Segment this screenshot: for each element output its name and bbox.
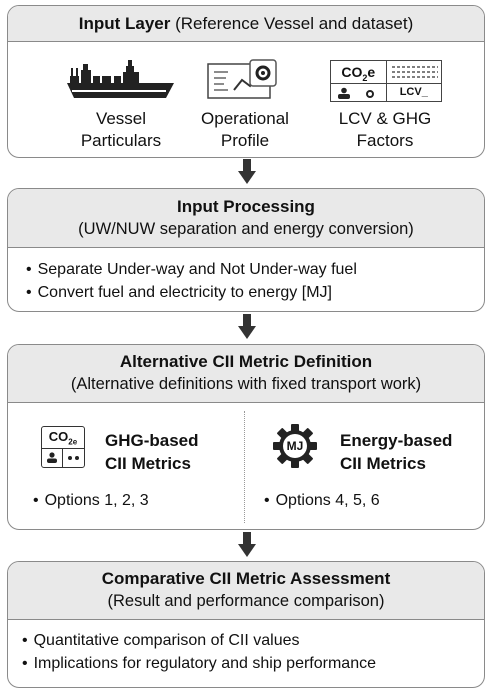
dot-icon: [365, 89, 375, 99]
input-processing-box: [7, 188, 485, 312]
assessment-subtitle: (Result and performance comparison): [107, 592, 385, 610]
alt-metric-subtitle: (Alternative definitions with fixed transport work): [70, 375, 422, 393]
column-divider: [244, 411, 245, 523]
assessment-box: [7, 561, 485, 688]
lcv-left-panel: [331, 61, 387, 101]
list-item: • Options 1, 2, 3: [33, 489, 149, 512]
vessel-particulars-label: Vessel Particulars: [80, 109, 162, 150]
input-processing-bullets: [26, 258, 357, 304]
person-icon: [337, 87, 351, 99]
input-layer-box: [7, 5, 485, 158]
operational-profile-icon: [204, 58, 294, 102]
arrow-down-icon: [238, 314, 256, 340]
input-layer-title: Input Layer: [78, 14, 171, 33]
input-processing-header: [8, 189, 484, 248]
mj-label: MJ: [286, 439, 304, 453]
operational-profile-label: Operational Profile: [201, 109, 289, 150]
ghg-options: [33, 489, 149, 512]
assessment-bullets: [22, 629, 376, 675]
lcv-ghg-table-icon: [330, 60, 442, 102]
input-layer-subtitle: (Reference Vessel and dataset): [175, 14, 414, 33]
alt-metric-title: Alternative CII Metric Definition: [119, 352, 373, 371]
arrow-down-icon: [238, 532, 256, 558]
list-item: • Options 4, 5, 6: [264, 489, 380, 512]
input-layer-header: [8, 6, 484, 42]
input-processing-subtitle: (UW/NUW separation and energy conversion): [78, 220, 414, 238]
alt-metric-header: [8, 345, 484, 403]
energy-based-title: Energy-based CII Metrics: [340, 431, 453, 473]
table-lines-icon: [392, 65, 438, 81]
co2e-label: $CO_2e$: [341, 64, 376, 83]
ghg-based-title: GHG-based CII Metrics: [105, 431, 199, 473]
energy-options: [264, 489, 380, 512]
list-item: • Quantitative comparison of CII values: [22, 629, 376, 652]
alt-metric-box: [7, 344, 485, 530]
assessment-header: [8, 562, 484, 620]
co2e-icon: $CO_{2e}$: [41, 426, 85, 468]
dots-icon: [67, 455, 81, 461]
list-item: • Separate Under-way and Not Under-way fuel: [26, 258, 357, 281]
list-item: • Convert fuel and electricity to energy [MJ]: [26, 281, 357, 304]
lcv-right-panel: [387, 61, 442, 101]
ship-icon: [66, 56, 176, 104]
person-icon: [46, 452, 58, 463]
arrow-down-icon: [238, 159, 256, 185]
lcv-label: LCV_: [399, 86, 428, 98]
list-item: • Implications for regulatory and ship performance: [22, 652, 376, 675]
lcv-ghg-factors-label: LCV & GHG Factors: [338, 109, 432, 150]
input-processing-title: Input Processing: [177, 197, 315, 216]
assessment-title: Comparative CII Metric Assessment: [101, 569, 391, 588]
